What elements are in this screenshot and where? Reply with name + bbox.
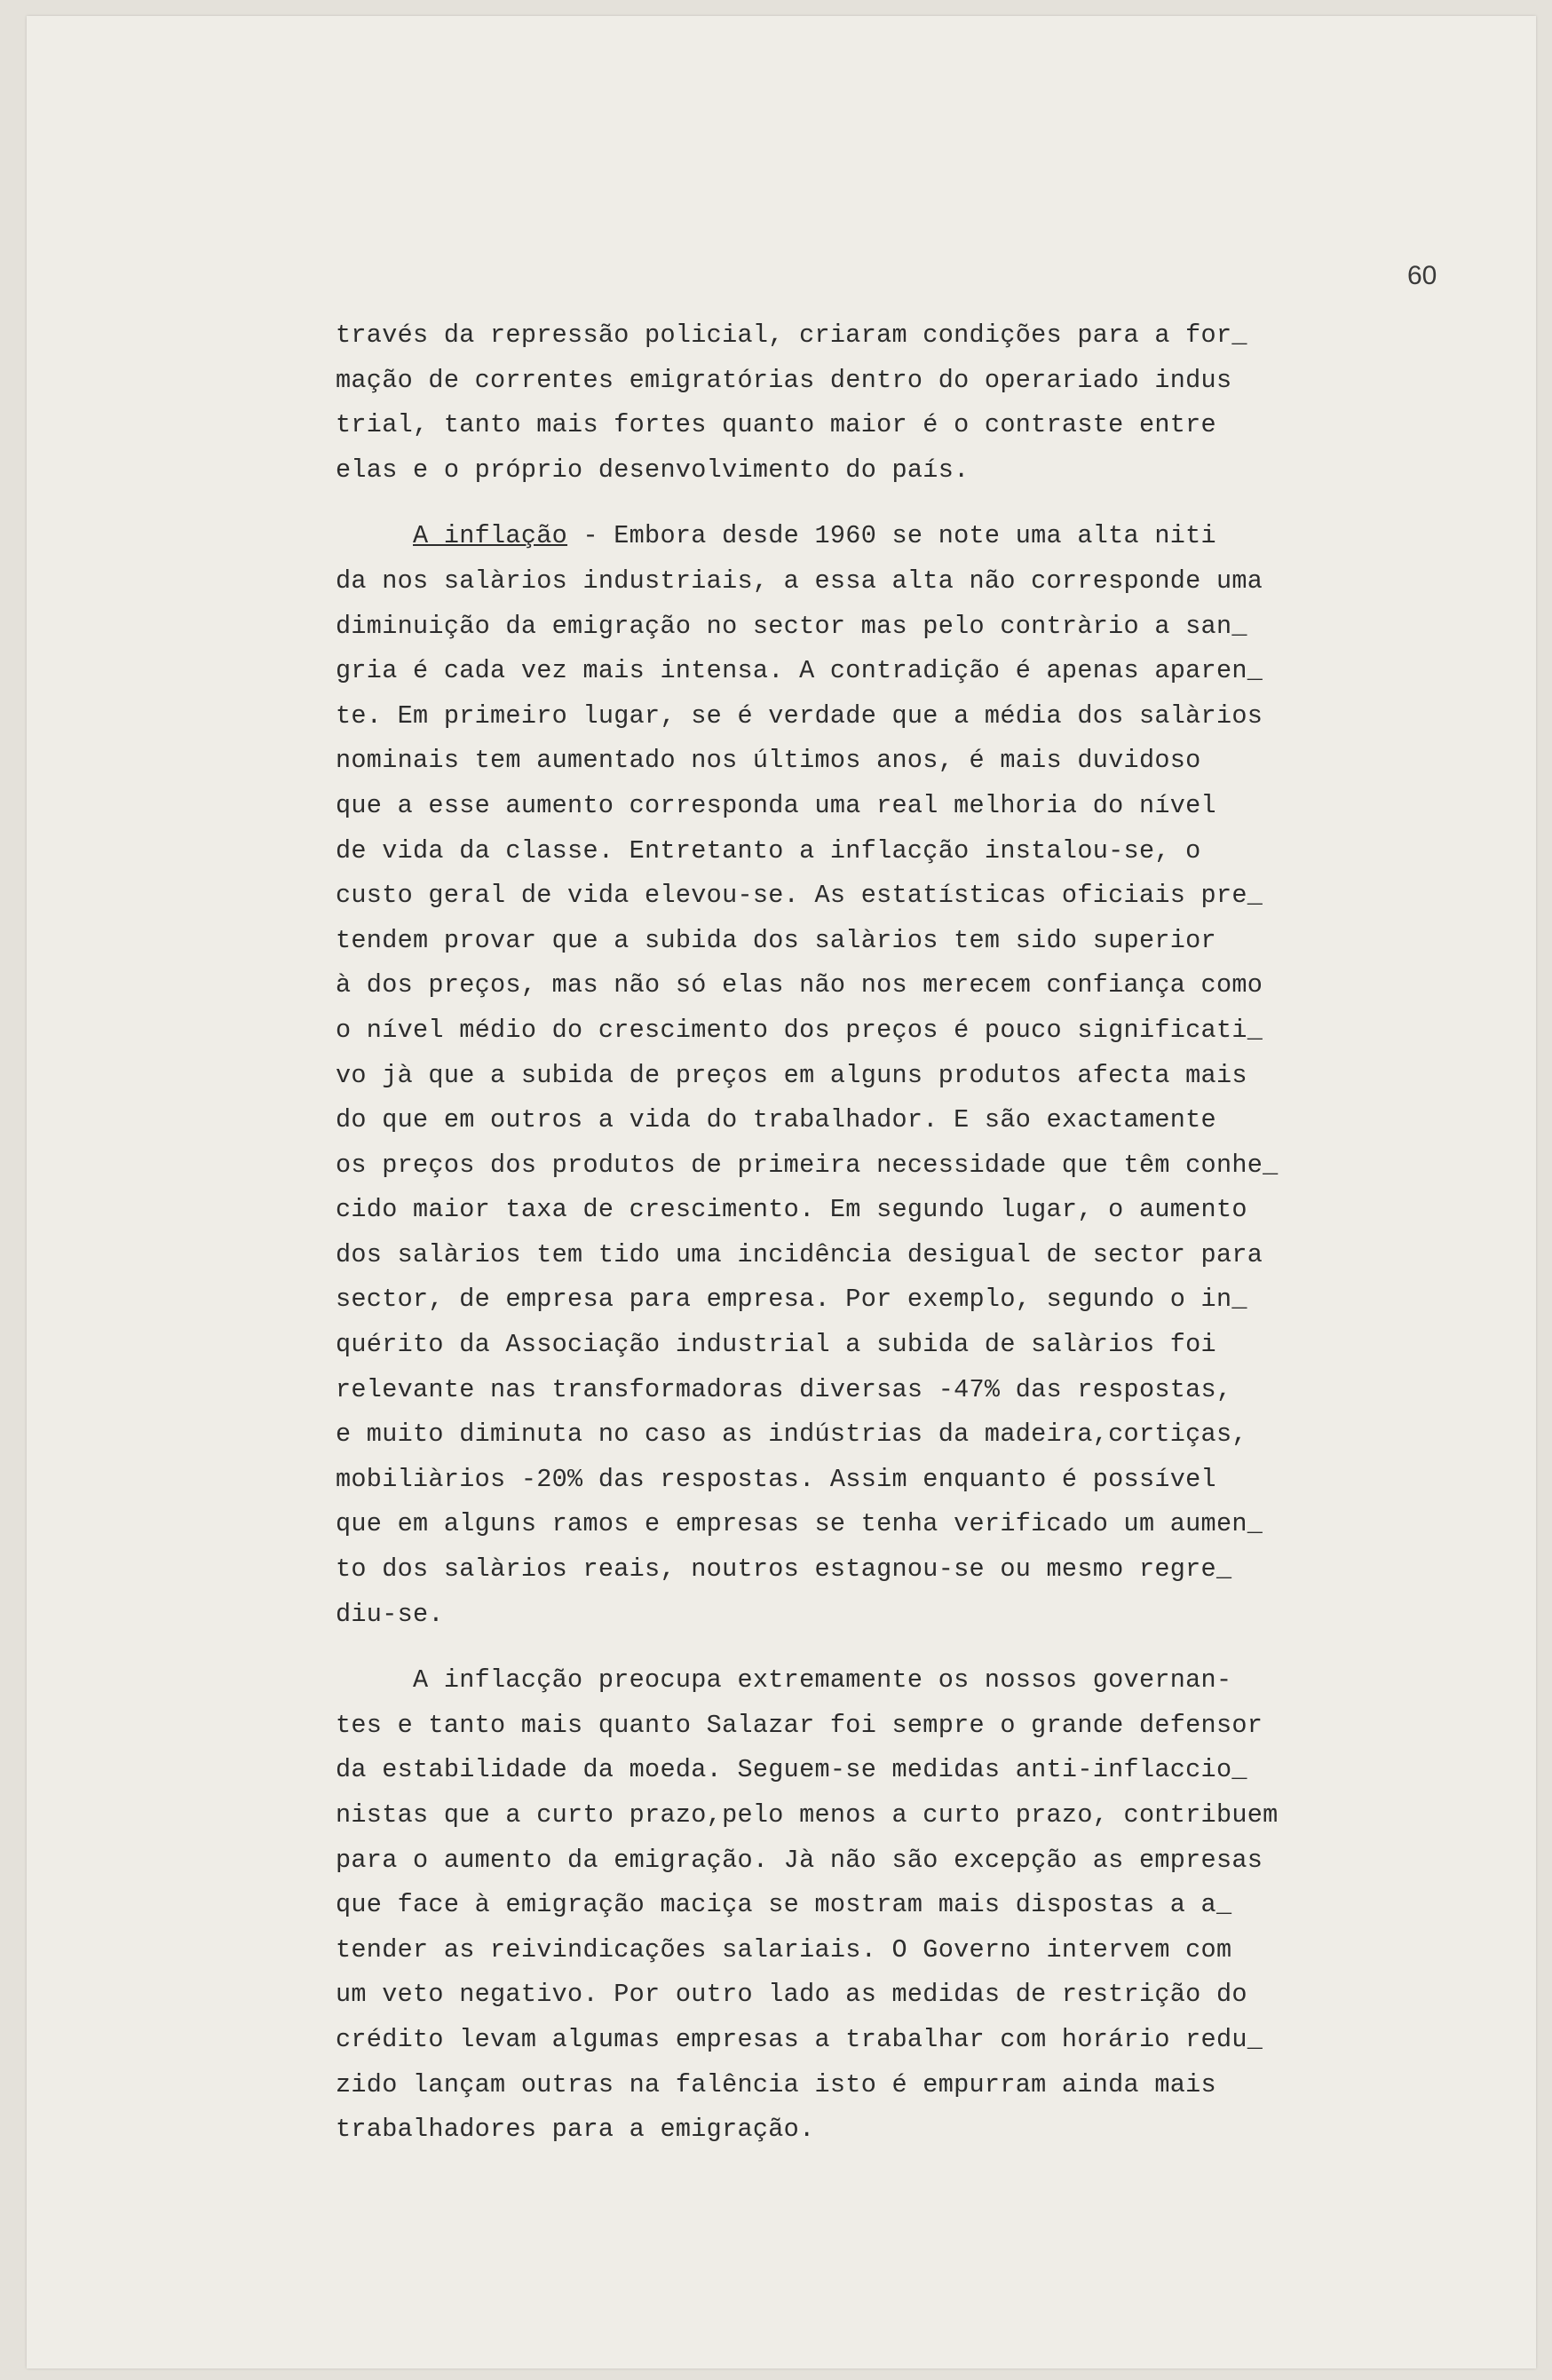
text-line: trial, tanto mais fortes quanto maior é o contraste entre xyxy=(336,410,1216,440)
paragraph-gap xyxy=(336,493,1454,514)
text-line: nominais tem aumentado nos últimos anos, é mais duvidoso xyxy=(336,746,1201,776)
text-line: tendem provar que a subida dos salàrios tem sido superior xyxy=(336,925,1216,955)
text-line: o nível médio do crescimento dos preços é pouco significati_ xyxy=(336,1015,1263,1045)
text-line: que a esse aumento corresponda uma real melhoria do nível xyxy=(336,790,1216,820)
text-line: te. Em primeiro lugar, se é verdade que a média dos salàrios xyxy=(336,700,1263,731)
text-line: zido lançam outras na falência isto é empurram ainda mais xyxy=(336,2069,1216,2099)
text-line: diu-se. xyxy=(336,1599,444,1629)
text-line: relevante nas transformadoras diversas -47% das respostas, xyxy=(336,1374,1232,1404)
paragraph-gap xyxy=(336,1637,1454,1658)
text-line: os preços dos produtos de primeira necessidade que têm conhe_ xyxy=(336,1150,1279,1180)
text-line: da estabilidade da moeda. Seguem-se medidas anti-inflaccio_ xyxy=(336,1755,1247,1785)
text-line xyxy=(336,514,1454,559)
document-sheet xyxy=(27,16,1536,2368)
text-line: mação de correntes emigratórias dentro do operariado indus xyxy=(336,365,1232,395)
text-line: nistas que a curto prazo,pelo menos a curto prazo, contribuem xyxy=(336,1800,1279,1830)
text-line: trabalhadores para a emigração. xyxy=(336,2115,815,2145)
text-line xyxy=(336,1658,1454,1704)
paragraph-2 xyxy=(336,514,1454,1637)
text-line: elas e o próprio desenvolvimento do país. xyxy=(336,455,970,485)
text-line: que em alguns ramos e empresas se tenha verificado um aumen_ xyxy=(336,1509,1263,1539)
text-line: gria é cada vez mais intensa. A contradição é apenas aparen_ xyxy=(336,656,1263,686)
text-line: tes e tanto mais quanto Salazar foi sempre o grande defensor xyxy=(336,1710,1263,1740)
text-line: do que em outros a vida do trabalhador. E são exactamente xyxy=(336,1105,1216,1135)
heading-continuation: - Embora desde 1960 se note uma alta niti xyxy=(567,521,1216,551)
page-number: 60 xyxy=(1407,261,1437,290)
text-line: través da repressão policial, criaram condições para a for_ xyxy=(336,320,1247,350)
text-line: crédito levam algumas empresas a trabalhar com horário redu_ xyxy=(336,2024,1263,2054)
text-line: para o aumento da emigração. Jà não são excepção as empresas xyxy=(336,1845,1263,1875)
paragraph-1 xyxy=(336,313,1454,493)
typed-text-body xyxy=(336,313,1454,2153)
text-line: to dos salàrios reais, noutros estagnou-se ou mesmo regre_ xyxy=(336,1554,1232,1585)
text-line: e muito diminuta no caso as indústrias da madeira,cortiças, xyxy=(336,1419,1247,1450)
paragraph-3 xyxy=(336,1658,1454,2153)
text-line: dos salàrios tem tido uma incidência desigual de sector para xyxy=(336,1239,1263,1269)
text-line: que face à emigração maciça se mostram mais dispostas a a_ xyxy=(336,1890,1232,1920)
text-line: custo geral de vida elevou-se. As estatísticas oficiais pre_ xyxy=(336,881,1263,911)
text-line: quérito da Associação industrial a subida de salàrios foi xyxy=(336,1330,1216,1360)
text-line: sector, de empresa para empresa. Por exemplo, segundo o in_ xyxy=(336,1285,1247,1315)
text-line: cido maior taxa de crescimento. Em segundo lugar, o aumento xyxy=(336,1195,1247,1225)
text-line: de vida da classe. Entretanto a inflacção instalou-se, o xyxy=(336,835,1201,866)
text-line: um veto negativo. Por outro lado as medidas de restrição do xyxy=(336,1980,1247,2010)
text-line: diminuição da emigração no sector mas pelo contràrio a san_ xyxy=(336,611,1247,641)
text-line: tender as reivindicações salariais. O Governo intervem com xyxy=(336,1934,1232,1965)
text-line: à dos preços, mas não só elas não nos merecem confiança como xyxy=(336,970,1263,1000)
text-line: vo jà que a subida de preços em alguns produtos afecta mais xyxy=(336,1060,1247,1090)
text-line-content: A inflacção preocupa extremamente os nossos governan- xyxy=(413,1665,1232,1696)
text-line: mobiliàrios -20% das respostas. Assim enquanto é possível xyxy=(336,1464,1216,1494)
text-line: da nos salàrios industriais, a essa alta não corresponde uma xyxy=(336,565,1263,596)
section-heading: A inflação xyxy=(413,521,568,551)
